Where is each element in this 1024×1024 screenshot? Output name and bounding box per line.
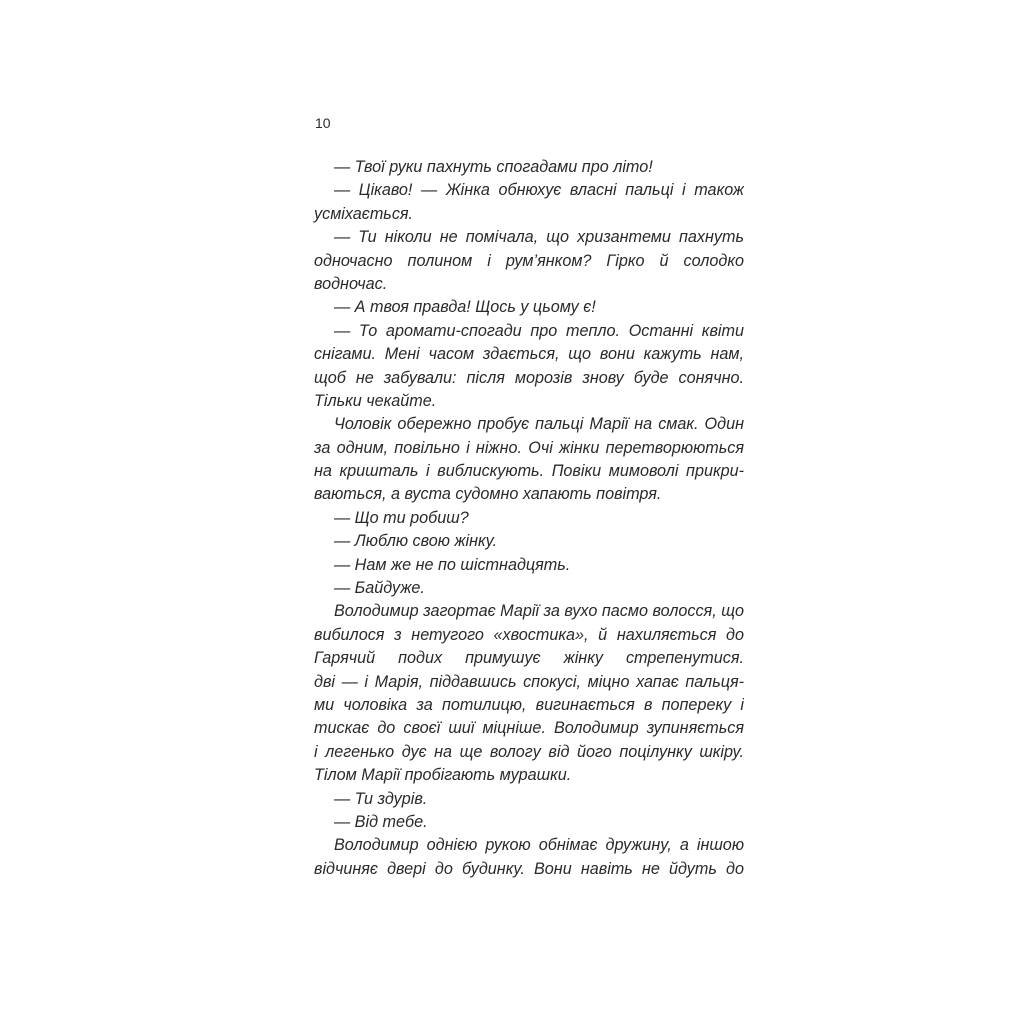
text-line: — Ти ніколи не помічала, що хризантеми пахнуть xyxy=(334,228,744,247)
text-line: Гарячий подих примушує жінку стрепенутися. xyxy=(314,649,744,668)
text-line: Володимир загортає Марії за вухо пасмо волосся, що xyxy=(334,602,744,621)
text-line: щоб не забували: після морозів знову буде сонячно. xyxy=(314,368,744,387)
text-line: — Ти здурів. xyxy=(334,789,428,808)
text-line: — Нам же не по шістнадцять. xyxy=(334,555,571,574)
text-line: Тілом Марії пробігають мурашки. xyxy=(314,766,572,785)
text-line: на кришталь і виблискують. Повіки мимоволі прикри- xyxy=(314,462,744,481)
text-line: — А твоя правда! Щось у цьому є! xyxy=(334,298,596,317)
text-line: снігами. Мені часом здається, що вони кажуть нам, xyxy=(314,345,744,364)
body-text xyxy=(314,156,744,881)
text-line: — То аромати-спогади про тепло. Останні квіти xyxy=(334,321,744,340)
text-line: тискає до своєї шиї міцніше. Володимир зупиняється xyxy=(314,719,744,738)
text-line: за одним, повільно і ніжно. Очі жінки перетворюються xyxy=(314,438,744,457)
text-line: — Байдуже. xyxy=(334,579,425,598)
text-line: дві — і Марія, піддавшись спокусі, міцно хапає пальця- xyxy=(314,672,744,691)
text-line: ваються, а вуста судомно хапають повітря. xyxy=(314,485,662,504)
text-line: Володимир однією рукою обнімає дружину, а іншою xyxy=(334,836,744,855)
text-line: — Люблю свою жінку. xyxy=(334,532,498,551)
text-line: — Твої руки пахнуть спогадами про літо! xyxy=(334,158,653,176)
text-line: — Що ти робиш? xyxy=(334,508,469,527)
text-line: усміхається. xyxy=(314,204,414,223)
text-line: — Від тебе. xyxy=(334,812,428,831)
text-line: і легенько дує на ще вологу від його поцілунку шкіру. xyxy=(314,742,744,761)
text-line: вибилося з нетугого «хвостика», й нахиляється до xyxy=(314,625,744,644)
text-line: водночас. xyxy=(314,274,388,293)
text-line: Чоловік обережно пробує пальці Марії на смак. Один xyxy=(334,415,744,434)
text-line: — Цікаво! — Жінка обнюхує власні пальці і також xyxy=(334,181,744,200)
page-number: 10 xyxy=(315,115,331,131)
text-line: ми чоловіка за потилицю, вигинається в попереку і xyxy=(314,695,744,714)
text-line: відчиняє двері до будинку. Вони навіть не йдуть до xyxy=(314,859,744,878)
text-line: одночасно полином і рум’янком? Гірко й солодко xyxy=(314,251,744,270)
text-line: Тільки чекайте. xyxy=(314,391,437,410)
